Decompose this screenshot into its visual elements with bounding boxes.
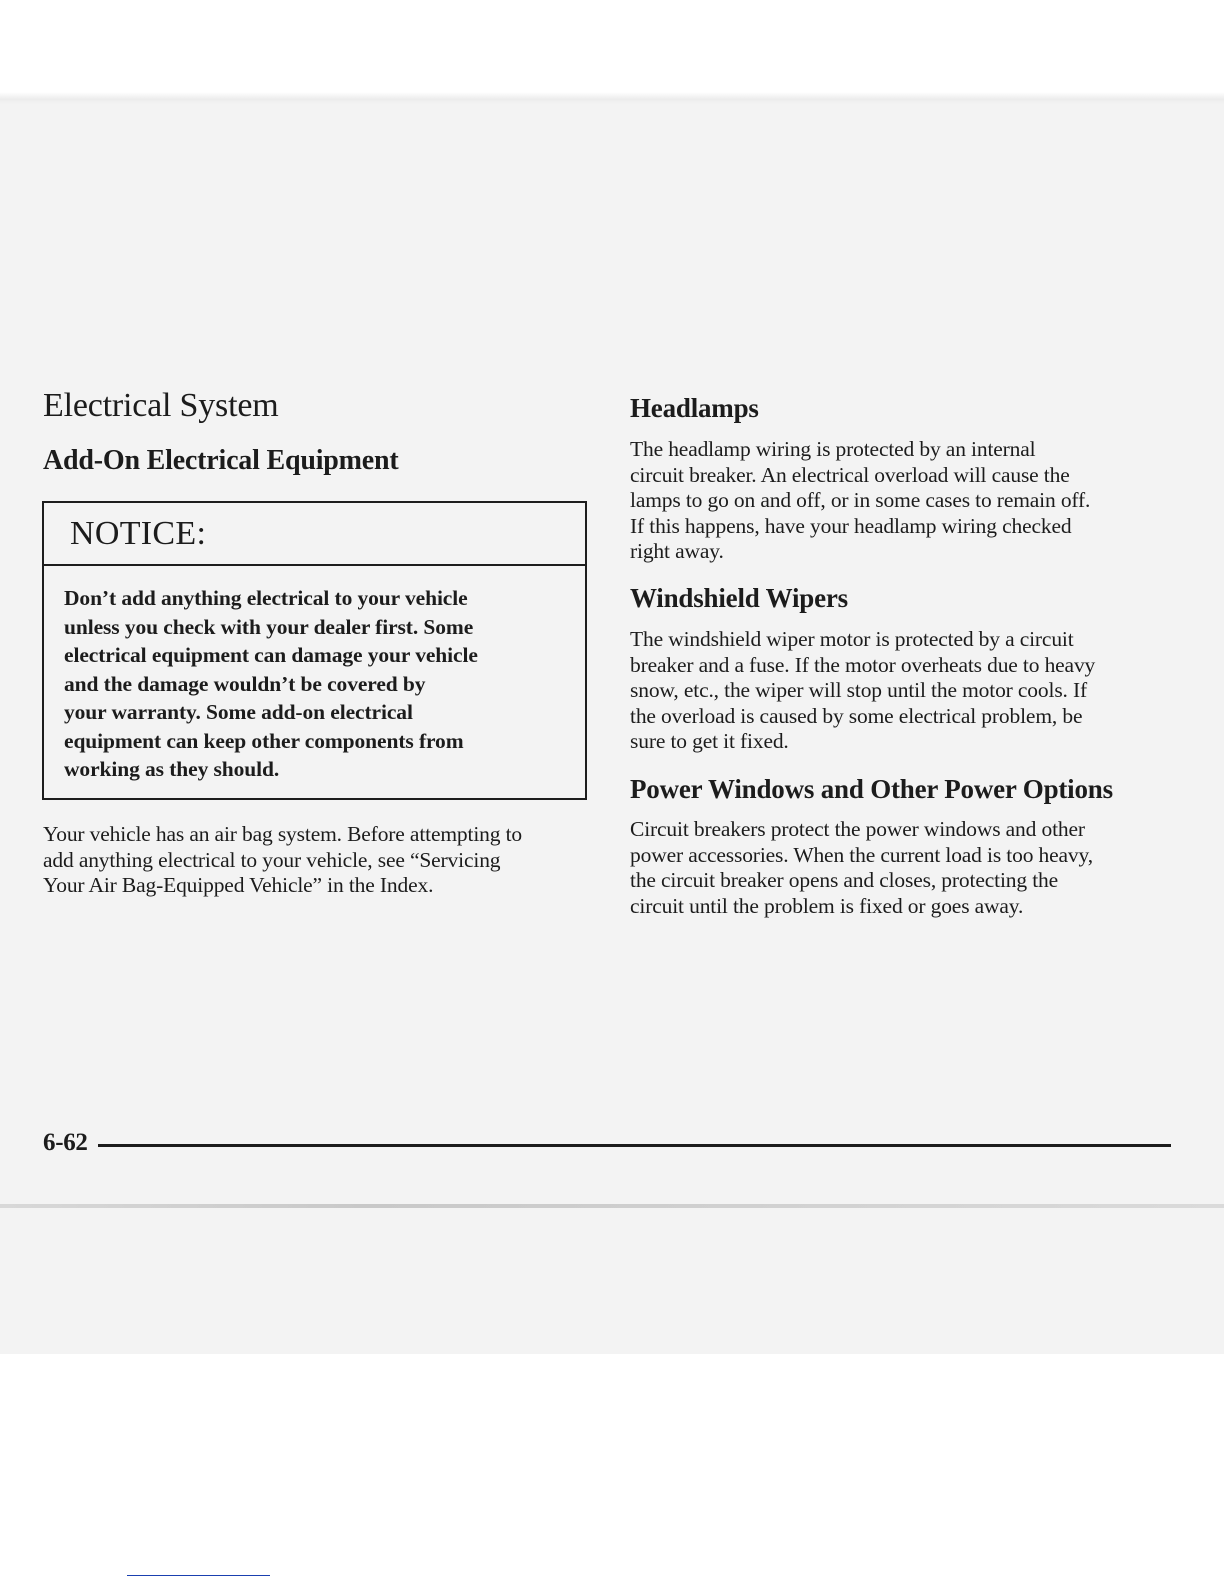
subsection-title: Add-On Electrical Equipment <box>43 445 399 476</box>
notice-line: your warranty. Some add-on electrical <box>64 700 413 724</box>
paragraph-line: breaker and a fuse. If the motor overheats due to heavy <box>630 652 1096 677</box>
paragraph-line: the circuit breaker opens and closes, protecting the <box>630 868 1059 892</box>
paragraph-line: add anything electrical to your vehicle, see “Servicing <box>43 847 501 872</box>
notice-body <box>44 566 585 784</box>
paragraph-line: If this happens, have your headlamp wiring checked <box>630 513 1072 538</box>
notice-header <box>44 503 585 566</box>
paragraph-line: Your Air Bag-Equipped Vehicle” in the Index. <box>43 873 434 897</box>
notice-box <box>42 501 587 800</box>
section-title: Electrical System <box>43 387 279 424</box>
paragraph-line: the overload is caused by some electrical problem, be <box>630 703 1083 728</box>
notice-line: working as they should. <box>64 757 280 781</box>
paragraph-line: circuit breaker. An electrical overload will cause the <box>630 462 1070 487</box>
wipers-paragraph <box>630 627 1160 755</box>
headlamps-paragraph <box>630 437 1160 565</box>
paragraph-line: right away. <box>630 539 724 563</box>
notice-line: Don’t add anything electrical to your vehicle <box>64 586 468 610</box>
paragraph-line: lamps to go on and off, or in some cases to remain off. <box>630 488 1091 512</box>
paragraph-line: The headlamp wiring is protected by an internal <box>630 437 1036 461</box>
paragraph-line: power accessories. When the current load is too heavy, <box>630 842 1093 867</box>
paragraph-line: Your vehicle has an air bag system. Before attempting to <box>43 822 523 846</box>
airbag-paragraph <box>43 822 598 899</box>
notice-title: NOTICE: <box>70 514 207 552</box>
headlamps-heading: Headlamps <box>630 393 759 423</box>
notice-line: equipment can keep other components from <box>64 728 464 753</box>
wipers-heading: Windshield Wipers <box>630 583 848 613</box>
paragraph-line: sure to get it fixed. <box>630 729 789 753</box>
notice-line: and the damage wouldn’t be covered by <box>64 671 426 696</box>
power-options-paragraph <box>630 817 1160 919</box>
notice-line: electrical equipment can damage your vehicle <box>64 643 478 667</box>
notice-line: unless you check with your dealer first. Some <box>64 614 474 639</box>
paragraph-line: Circuit breakers protect the power windows and other <box>630 817 1085 841</box>
scan-edge-bottom <box>0 1204 1224 1208</box>
paragraph-line: circuit until the problem is fixed or goes away. <box>630 893 1024 918</box>
link-underline <box>127 1575 270 1576</box>
page-footer <box>43 1129 1171 1157</box>
scan-edge-top <box>0 92 1224 104</box>
footer-rule <box>98 1144 1171 1147</box>
paragraph-line: The windshield wiper motor is protected by a circuit <box>630 627 1074 651</box>
paragraph-line: snow, etc., the wiper will stop until the motor cools. If <box>630 678 1088 702</box>
page-number: 6-62 <box>43 1129 88 1156</box>
power-options-heading: Power Windows and Other Power Options <box>630 774 1113 804</box>
